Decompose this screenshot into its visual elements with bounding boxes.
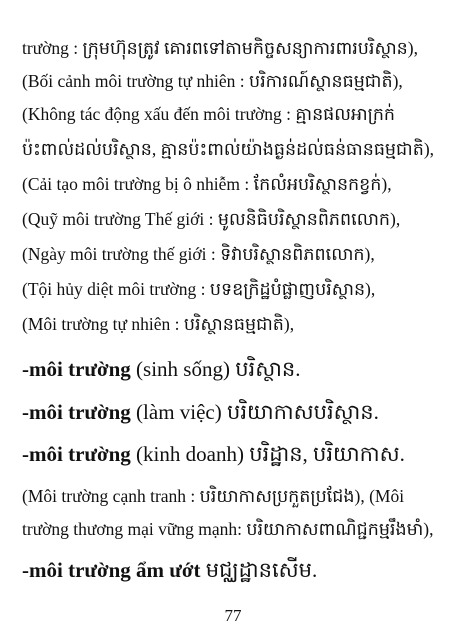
entry-headword: -môi trường: [22, 357, 131, 381]
text-line: trường thương mại vững mạnh: បរិយាកាសពាណិជ្ជកម្មរឹងមាំ),: [22, 519, 434, 539]
dictionary-entry: [22, 398, 454, 426]
dictionary-entry: [22, 440, 454, 468]
dictionary-entry: [22, 355, 454, 383]
text-line: (Không tác động xấu đến môi trường : គ្មានផលអាក្រក់: [22, 104, 396, 124]
entry-khmer: បរិស្ថាន.: [229, 357, 301, 381]
dictionary-entry: [22, 556, 454, 584]
entry-headword: -môi trường ẩm ướt: [22, 558, 201, 582]
entry-khmer: បរិដ្ឋាន, បរិយាកាស.: [243, 442, 405, 466]
entry-headword: -môi trường: [22, 442, 131, 466]
text-line: (Quỹ môi trường Thế giới : មូលនិធិបរិស្ថានពិភពលោក),: [22, 209, 401, 229]
text-line: (Môi trường cạnh tranh : បរិយាកាសប្រកួតប្រជែង), (Môi: [22, 486, 405, 506]
text-line: (Cải tạo môi trường bị ô nhiễm : កែលំអបរិស្ថានកខ្វក់),: [22, 174, 392, 194]
text-line: (Tội hủy diệt môi trường : បទឧក្រិដ្ឋបំផ្លាញបរិស្ថាន),: [22, 279, 376, 299]
text-line: ប៉ះពាល់ដល់បរិស្ថាន, គ្មានប៉ះពាល់យ៉ាងធ្ងន់ដល់ធន់ធានធម្មជាតិ),: [22, 139, 435, 159]
entry-khmer: មជ្ឈដ្ឋានសើម.: [200, 558, 318, 582]
text-line: (Bối cảnh môi trường tự nhiên : បរិការណ៍ស្ថានធម្មជាតិ),: [22, 71, 403, 91]
text-line: trường : ក្រុមហ៊ុនត្រូវ គោរពទៅតាមកិច្ចសន្យាការពារបរិស្ថាន),: [22, 38, 418, 58]
page-number: 77: [224, 606, 242, 625]
entry-gloss: (kinh doanh): [130, 442, 244, 466]
entry-gloss: (sinh sống): [130, 357, 230, 381]
entry-khmer: បរិយាកាសបរិស្ថាន.: [221, 400, 379, 424]
text-line: (Ngày môi trường thế giới : ទិវាបរិស្ថានពិភពលោក),: [22, 244, 375, 264]
entry-headword: -môi trường: [22, 400, 131, 424]
entry-gloss: (làm việc): [130, 400, 222, 424]
text-line: (Môi trường tự nhiên : បរិស្ថានធម្មជាតិ),: [22, 314, 295, 334]
